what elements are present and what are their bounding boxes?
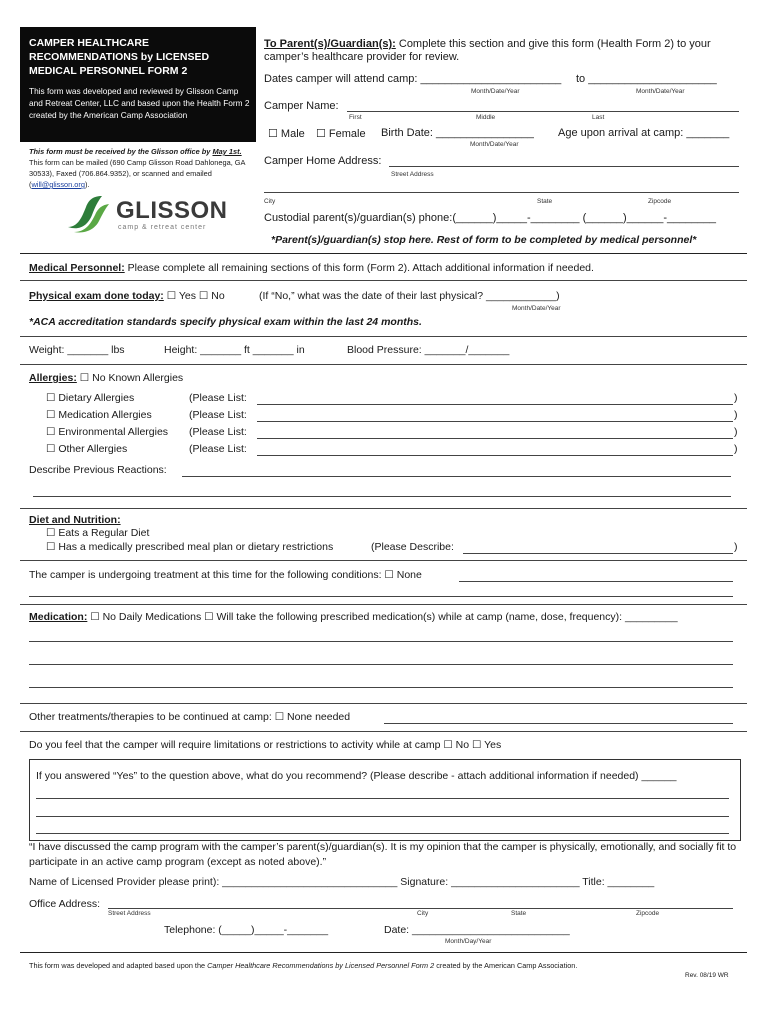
address-street-field[interactable] <box>389 166 739 167</box>
caption-middle: Middle <box>476 114 496 121</box>
reactions-field-2[interactable] <box>33 496 731 497</box>
diet-describe-label: (Please Describe: <box>371 541 454 553</box>
caption-month1: Month/Date/Year <box>471 88 520 95</box>
treatment-field[interactable] <box>459 581 733 582</box>
diet-describe-field[interactable] <box>463 553 733 554</box>
deadline-end: ). <box>84 180 90 189</box>
medical-heading-rest: Please complete all remaining sections of this form (Form 2). Attach additional information if needed. <box>127 262 594 274</box>
caption-first: First <box>349 114 362 121</box>
age-field[interactable]: Age upon arrival at camp: _______ <box>558 127 730 139</box>
close-paren: ) <box>734 409 738 421</box>
footer-text-b: Camper Healthcare Recommendations by Licensed Personnel Form 2 <box>207 961 435 970</box>
dates-to-field[interactable]: to _____________________ <box>576 73 717 85</box>
caption-state: State <box>537 198 553 205</box>
deadline-date: May 1st. <box>212 147 242 156</box>
parent-heading-rest2: camper’s healthcare provider for review. <box>264 51 460 63</box>
limitations-line-3[interactable] <box>36 833 729 834</box>
limitations-line-2[interactable] <box>36 816 729 817</box>
caption-office-city: City <box>417 910 429 917</box>
reactions-label: Describe Previous Reactions: <box>29 464 167 476</box>
reactions-field[interactable] <box>182 476 731 477</box>
treatment-row[interactable]: The camper is undergoing treatment at this time for the following conditions: ☐ None <box>29 569 422 581</box>
allergy-environmental[interactable]: ☐ Environmental Allergies <box>46 426 169 438</box>
address-label: Camper Home Address: <box>264 155 382 167</box>
allergy-medication-field[interactable] <box>257 421 733 422</box>
other-treatments-row[interactable]: Other treatments/therapies to be continued at camp: ☐ None needed <box>29 711 351 723</box>
parent-heading-rest: Complete this section and give this form (Health Form 2) to your <box>398 38 711 50</box>
guardian-phone-field[interactable]: Custodial parent(s)/guardian(s) phone:(______)_____-________ (______)______-________ <box>264 212 716 224</box>
deadline-rest: This form can be mailed (690 Camp Glisson Road Dahlonega, GA 30533), Faxed (706.864.9352), or scanned and emailed ( <box>29 158 246 189</box>
allergy-other[interactable]: ☐ Other Allergies <box>46 443 128 455</box>
limitations-question[interactable]: Do you feel that the camper will require limitations or restrictions to activity while at camp ☐ No ☐ Yes <box>29 739 502 751</box>
medication-line-1[interactable] <box>29 641 733 642</box>
caption-office-street: Street Address <box>108 910 151 917</box>
medication-options[interactable]: ☐ No Daily Medications ☐ Will take the following prescribed medication(s) while at camp (name, dose, frequency): _________ <box>90 611 678 623</box>
footer-text-a: This form was developed and adapted based upon the <box>29 961 206 970</box>
regular-diet-checkbox[interactable]: ☐ Eats a Regular Diet <box>46 527 150 539</box>
allergy-dietary-field[interactable] <box>257 404 733 405</box>
caption-office-state: State <box>511 910 527 917</box>
allergies-row <box>29 372 183 384</box>
allergy-other-list: (Please List: <box>189 443 247 455</box>
header-divider <box>20 253 747 254</box>
close-paren: ) <box>734 541 738 553</box>
provider-row[interactable]: Name of Licensed Provider please print): ______________________________ Signature: ______________________ Title: ________ <box>29 876 655 888</box>
other-treatments-field[interactable] <box>384 723 733 724</box>
no-known-allergies-checkbox[interactable]: ☐ No Known Allergies <box>79 372 184 384</box>
deadline-note <box>29 146 251 190</box>
stop-note: *Parent(s)/guardian(s) stop here. Rest of form to be completed by medical personnel* <box>271 234 697 246</box>
form-title: CAMPER HEALTHCARE RECOMMENDATIONS by LICENSED MEDICAL PERSONNEL FORM 2 <box>29 37 210 77</box>
camper-name-field[interactable] <box>347 111 739 112</box>
female-checkbox[interactable]: ☐ Female <box>316 128 366 140</box>
caption-city: City <box>264 198 276 205</box>
medication-heading: Medication: <box>29 611 88 623</box>
parent-heading-label: To Parent(s)/Guardian(s): <box>264 38 396 50</box>
allergy-environmental-list: (Please List: <box>189 426 247 438</box>
medication-line-3[interactable] <box>29 687 733 688</box>
exam-row <box>29 290 225 302</box>
divider-4 <box>20 508 747 509</box>
divider-7 <box>20 703 747 704</box>
medical-heading-label: Medical Personnel: <box>29 262 125 274</box>
blood-pressure-field[interactable]: Blood Pressure: _______/_______ <box>347 344 510 356</box>
caption-date: Month/Day/Year <box>445 938 492 945</box>
allergy-dietary[interactable]: ☐ Dietary Allergies <box>46 392 135 404</box>
height-field[interactable]: Height: _______ ft _______ in <box>164 344 305 356</box>
divider-6 <box>20 604 747 605</box>
caption-exam: Month/Date/Year <box>512 305 561 312</box>
divider-2 <box>20 336 747 337</box>
attest-statement: “I have discussed the camp program with the camper’s parent(s)/guardian(s). It is my opinion that the camper is physically, emotionally, and socially fit to participate in an active camp program (except as noted above).” <box>29 841 737 868</box>
footer-divider <box>20 952 747 953</box>
footer-text <box>29 961 577 970</box>
allergy-dietary-list: (Please List: <box>189 392 247 404</box>
parent-heading <box>264 37 744 51</box>
dates-field[interactable]: Dates camper will attend camp: _______________________ <box>264 73 562 85</box>
logo-mark-icon <box>64 193 112 235</box>
medication-row <box>29 611 678 623</box>
allergy-other-field[interactable] <box>257 455 733 456</box>
header-box <box>20 27 256 142</box>
birth-date-field[interactable]: Birth Date: ________________ <box>381 127 534 139</box>
allergy-environmental-field[interactable] <box>257 438 733 439</box>
caption-last: Last <box>592 114 605 121</box>
caption-birth: Month/Date/Year <box>470 141 519 148</box>
exam-options[interactable]: ☐ Yes ☐ No <box>166 290 225 302</box>
caption-zip: Zipcode <box>648 198 672 205</box>
exam-heading: Physical exam done today: <box>29 290 164 302</box>
logo-tagline: camp & retreat center <box>118 224 207 231</box>
caption-office-zip: Zipcode <box>636 910 660 917</box>
exam-if-no[interactable]: (If “No,” what was the date of their last physical? ____________) <box>259 290 560 302</box>
telephone-field[interactable]: Telephone: (_____)_____-_______ <box>164 924 329 936</box>
caption-month2: Month/Date/Year <box>636 88 685 95</box>
divider-5 <box>20 560 747 561</box>
glisson-logo <box>64 193 228 238</box>
allergy-medication-list: (Please List: <box>189 409 247 421</box>
revision-label: Rev. 08/19 WR <box>685 972 729 979</box>
form-intro: This form was developed and reviewed by Glisson Camp and Retreat Center, LLC and based upon the Health Form 2 created by the American Camp Association <box>29 86 250 120</box>
divider-1 <box>20 280 747 281</box>
office-address-field[interactable] <box>108 908 733 909</box>
logo-text: GLISSON <box>116 197 228 224</box>
limitations-followup: If you answered “Yes” to the question above, what do you recommend? (Please describe - attach additional information if needed) ______ <box>36 770 677 782</box>
allergy-medication[interactable]: ☐ Medication Allergies <box>46 409 152 421</box>
divider-8 <box>20 731 747 732</box>
deadline-bold: This form must be received by the Glisson office by <box>29 147 211 156</box>
email-link[interactable]: will@glisson.org <box>31 180 85 189</box>
treatment-field-2[interactable] <box>29 596 733 597</box>
aca-note: *ACA accreditation standards specify physical exam within the last 24 months. <box>29 316 422 328</box>
date-field[interactable]: Date: ___________________________ <box>384 924 570 936</box>
close-paren: ) <box>734 443 738 455</box>
limitations-box <box>29 759 741 841</box>
weight-field[interactable]: Weight: _______ lbs <box>29 344 125 356</box>
diet-heading: Diet and Nutrition: <box>29 514 121 526</box>
limitations-line-1[interactable] <box>36 798 729 799</box>
male-checkbox[interactable]: ☐ Male <box>268 128 305 140</box>
footer-text-c: created by the American Camp Association. <box>436 961 578 970</box>
allergies-heading: Allergies: <box>29 372 77 384</box>
close-paren: ) <box>734 426 738 438</box>
meal-plan-checkbox[interactable]: ☐ Has a medically prescribed meal plan or dietary restrictions <box>46 541 334 553</box>
caption-street: Street Address <box>391 171 434 178</box>
medical-heading <box>29 262 594 274</box>
close-paren: ) <box>734 392 738 404</box>
medication-line-2[interactable] <box>29 664 733 665</box>
divider-3 <box>20 364 747 365</box>
address-city-field[interactable] <box>264 192 739 193</box>
camper-name-label: Camper Name: <box>264 100 339 112</box>
office-address-label: Office Address: <box>29 898 101 910</box>
